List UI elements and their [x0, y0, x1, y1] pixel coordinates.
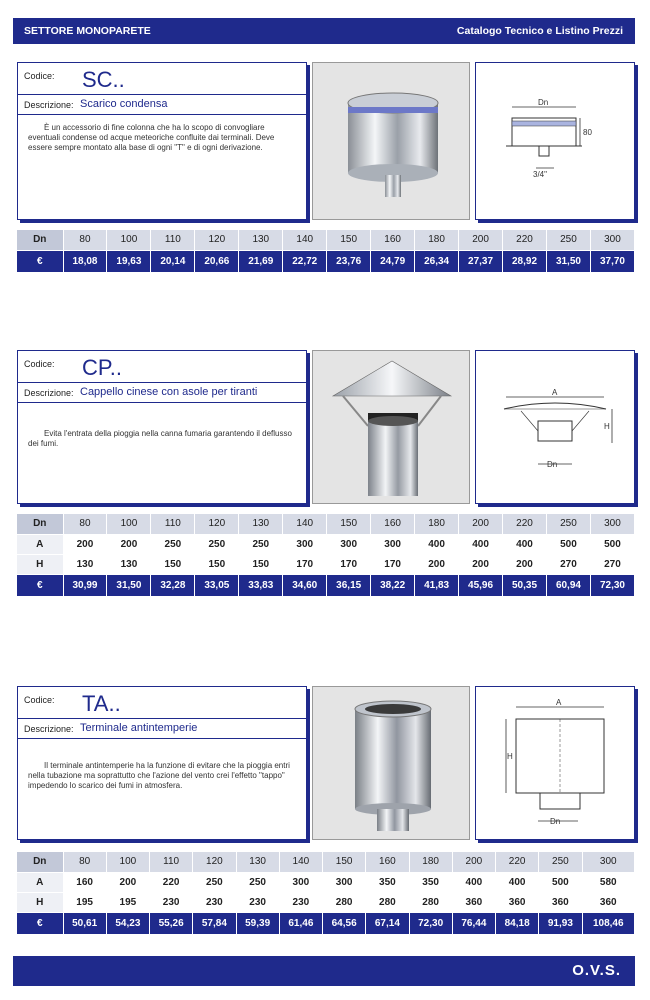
dn-row-label: Dn [17, 514, 63, 534]
dn-dimension-label: Dn [550, 817, 561, 826]
a-cell: 250 [236, 872, 279, 892]
a-cell: 350 [366, 872, 409, 892]
product-info-box [17, 350, 307, 504]
h-row [17, 554, 635, 574]
price-cell: 61,46 [279, 912, 322, 934]
price-cell: 31,50 [107, 574, 151, 596]
price-cell: 55,26 [150, 912, 193, 934]
a-cell: 500 [546, 534, 590, 554]
h-cell: 230 [279, 892, 322, 912]
h-cell: 270 [546, 554, 590, 574]
a-cell: 300 [327, 534, 371, 554]
product-code: SC.. [82, 67, 125, 92]
dn-cell: 250 [539, 852, 582, 872]
product-photo [312, 686, 470, 840]
dn-cell: 140 [283, 514, 327, 534]
dn-cell: 180 [415, 514, 459, 534]
a-cell: 250 [195, 534, 239, 554]
h-cell: 195 [106, 892, 149, 912]
h-cell: 230 [150, 892, 193, 912]
price-cell: 36,15 [327, 574, 371, 596]
code-row [18, 63, 306, 95]
technical-drawing [475, 686, 635, 840]
h-cell: 280 [323, 892, 366, 912]
dn-cell: 220 [496, 852, 539, 872]
euro-row-label: € [17, 912, 63, 934]
price-cell: 57,84 [193, 912, 236, 934]
a-cell: 250 [239, 534, 283, 554]
price-cell: 30,99 [63, 574, 107, 596]
a-row [17, 534, 635, 554]
a-row-label: A [17, 534, 63, 554]
thread-dimension-label: 3/4" [533, 170, 547, 179]
product-code: CP.. [82, 355, 122, 380]
price-cell: 76,44 [452, 912, 495, 934]
h-dimension-label: H [604, 422, 610, 431]
dn-cell: 150 [327, 230, 371, 250]
height-dimension-label: 80 [583, 128, 592, 137]
code-label: Codice: [24, 71, 55, 81]
dn-cell: 220 [503, 230, 547, 250]
price-cell: 50,61 [63, 912, 106, 934]
a-cell: 350 [409, 872, 452, 892]
price-cell: 72,30 [409, 912, 452, 934]
a-cell: 250 [193, 872, 236, 892]
dn-cell: 250 [546, 230, 590, 250]
description-label: Descrizione: [24, 100, 74, 110]
a-cell: 400 [452, 872, 495, 892]
price-table [17, 514, 635, 597]
price-cell: 23,76 [327, 250, 371, 272]
price-cell: 18,08 [63, 250, 107, 272]
price-cell: 64,56 [323, 912, 366, 934]
product-description: Evita l'entrata della pioggia nella canna fumaria garantendo il deflusso dei fumi. [28, 429, 292, 448]
dn-cell: 110 [151, 514, 195, 534]
h-cell: 130 [107, 554, 151, 574]
product-info-box [17, 62, 307, 220]
price-cell: 59,39 [236, 912, 279, 934]
h-cell: 230 [193, 892, 236, 912]
dn-cell: 100 [106, 852, 149, 872]
price-cell: 38,22 [371, 574, 415, 596]
price-cell: 31,50 [546, 250, 590, 272]
price-cell: 27,37 [459, 250, 503, 272]
dn-row-label: Dn [17, 230, 63, 250]
product-photo [312, 350, 470, 504]
dn-cell: 250 [546, 514, 590, 534]
dn-cell: 160 [366, 852, 409, 872]
a-cell: 200 [107, 534, 151, 554]
price-cell: 60,94 [546, 574, 590, 596]
description-label: Descrizione: [24, 388, 74, 398]
dn-row [17, 514, 635, 534]
product-description: È un accessorio di fine colonna che ha lo scopo di convogliare eventuali condense od acque meteoriche confluite dai terminali. Deve essere sempre montato alla base di ogni "T" e di ogni derivazione. [28, 123, 275, 152]
euro-row-label: € [17, 574, 63, 596]
price-cell: 24,79 [371, 250, 415, 272]
product-name: Terminale antintemperie [80, 722, 198, 734]
price-cell: 20,66 [195, 250, 239, 272]
h-cell: 150 [151, 554, 195, 574]
dn-cell: 100 [107, 514, 151, 534]
brand-logo: O.V.S. [572, 962, 621, 979]
h-cell: 200 [503, 554, 547, 574]
product-name: Scarico condensa [80, 98, 168, 110]
a-cell: 300 [279, 872, 322, 892]
dn-cell: 150 [323, 852, 366, 872]
a-cell: 250 [151, 534, 195, 554]
h-row-label: H [17, 554, 63, 574]
h-dimension-label: H [507, 752, 513, 761]
a-cell: 400 [415, 534, 459, 554]
price-cell: 22,72 [283, 250, 327, 272]
a-cell: 200 [106, 872, 149, 892]
h-row [17, 892, 635, 912]
h-cell: 150 [239, 554, 283, 574]
dn-row-label: Dn [17, 852, 63, 872]
footer-bar [13, 956, 635, 986]
h-cell: 230 [236, 892, 279, 912]
a-cell: 160 [63, 872, 106, 892]
price-cell: 37,70 [590, 250, 634, 272]
code-label: Codice: [24, 359, 55, 369]
price-cell: 91,93 [539, 912, 582, 934]
a-cell: 220 [150, 872, 193, 892]
dn-row [17, 852, 635, 872]
h-cell: 200 [415, 554, 459, 574]
price-cell: 21,69 [239, 250, 283, 272]
dn-cell: 160 [371, 514, 415, 534]
technical-drawing [475, 62, 635, 220]
price-cell: 50,35 [503, 574, 547, 596]
h-cell: 170 [283, 554, 327, 574]
dn-cell: 160 [371, 230, 415, 250]
h-cell: 200 [459, 554, 503, 574]
euro-row-label: € [17, 250, 63, 272]
h-cell: 360 [539, 892, 582, 912]
price-cell: 67,14 [366, 912, 409, 934]
technical-drawing [475, 350, 635, 504]
a-cell: 300 [323, 872, 366, 892]
a-dimension-label: A [552, 388, 558, 397]
dn-dimension-label: Dn [538, 98, 549, 107]
dn-cell: 140 [279, 852, 322, 872]
h-cell: 195 [63, 892, 106, 912]
dn-cell: 200 [452, 852, 495, 872]
dn-cell: 120 [195, 230, 239, 250]
h-cell: 280 [366, 892, 409, 912]
description-row [18, 95, 306, 115]
dn-cell: 120 [195, 514, 239, 534]
h-cell: 130 [63, 554, 107, 574]
code-label: Codice: [24, 695, 55, 705]
a-cell: 500 [590, 534, 634, 554]
a-cell: 580 [582, 872, 635, 892]
a-cell: 400 [459, 534, 503, 554]
dn-cell: 140 [283, 230, 327, 250]
h-cell: 150 [195, 554, 239, 574]
product-name: Cappello cinese con asole per tiranti [80, 386, 258, 398]
dn-cell: 80 [63, 514, 107, 534]
dn-cell: 300 [590, 514, 634, 534]
price-cell: 19,63 [107, 250, 151, 272]
dn-cell: 100 [107, 230, 151, 250]
code-row [18, 687, 306, 719]
price-row [17, 574, 635, 596]
dn-cell: 110 [150, 852, 193, 872]
price-cell: 32,28 [151, 574, 195, 596]
dn-cell: 180 [409, 852, 452, 872]
h-cell: 280 [409, 892, 452, 912]
price-table [17, 230, 635, 273]
price-cell: 41,83 [415, 574, 459, 596]
price-cell: 72,30 [590, 574, 634, 596]
a-cell: 300 [371, 534, 415, 554]
h-row-label: H [17, 892, 63, 912]
product-description: Il terminale antintemperie ha la funzione di evitare che la pioggia entri nella tubazione ma soprattutto che l'azione del vento crei l'effetto "tappo" impedendo lo scarico dei fumi in atmosfera. [28, 761, 290, 790]
price-cell: 33,05 [195, 574, 239, 596]
dn-cell: 80 [63, 852, 106, 872]
a-row-label: A [17, 872, 63, 892]
dn-cell: 180 [415, 230, 459, 250]
price-cell: 28,92 [503, 250, 547, 272]
a-row [17, 872, 635, 892]
description-row [18, 719, 306, 739]
price-cell: 54,23 [106, 912, 149, 934]
dn-cell: 150 [327, 514, 371, 534]
price-cell: 26,34 [415, 250, 459, 272]
price-row [17, 250, 635, 272]
section-title: SETTORE MONOPARETE [24, 25, 151, 37]
dn-cell: 110 [151, 230, 195, 250]
a-dimension-label: A [556, 698, 562, 707]
dn-cell: 130 [239, 230, 283, 250]
header-bar [13, 18, 635, 44]
dn-cell: 130 [239, 514, 283, 534]
product-photo [312, 62, 470, 220]
a-cell: 200 [63, 534, 107, 554]
price-cell: 108,46 [582, 912, 635, 934]
dn-dimension-label: Dn [547, 460, 558, 469]
dn-cell: 130 [236, 852, 279, 872]
h-cell: 360 [496, 892, 539, 912]
h-cell: 170 [327, 554, 371, 574]
price-cell: 45,96 [459, 574, 503, 596]
description-row [18, 383, 306, 403]
dn-cell: 220 [503, 514, 547, 534]
code-row [18, 351, 306, 383]
a-cell: 300 [283, 534, 327, 554]
dn-cell: 80 [63, 230, 107, 250]
price-cell: 20,14 [151, 250, 195, 272]
description-label: Descrizione: [24, 724, 74, 734]
h-cell: 360 [582, 892, 635, 912]
a-cell: 400 [496, 872, 539, 892]
price-cell: 34,60 [283, 574, 327, 596]
h-cell: 170 [371, 554, 415, 574]
product-code: TA.. [82, 691, 121, 716]
dn-cell: 300 [582, 852, 635, 872]
dn-cell: 200 [459, 230, 503, 250]
price-row [17, 912, 635, 934]
catalog-title: Catalogo Tecnico e Listino Prezzi [456, 25, 623, 37]
dn-cell: 120 [193, 852, 236, 872]
price-cell: 84,18 [496, 912, 539, 934]
dn-cell: 300 [590, 230, 634, 250]
product-info-box [17, 686, 307, 840]
a-cell: 500 [539, 872, 582, 892]
price-table [17, 852, 635, 935]
h-cell: 270 [590, 554, 634, 574]
a-cell: 400 [503, 534, 547, 554]
price-cell: 33,83 [239, 574, 283, 596]
h-cell: 360 [452, 892, 495, 912]
dn-cell: 200 [459, 514, 503, 534]
dn-row [17, 230, 635, 250]
